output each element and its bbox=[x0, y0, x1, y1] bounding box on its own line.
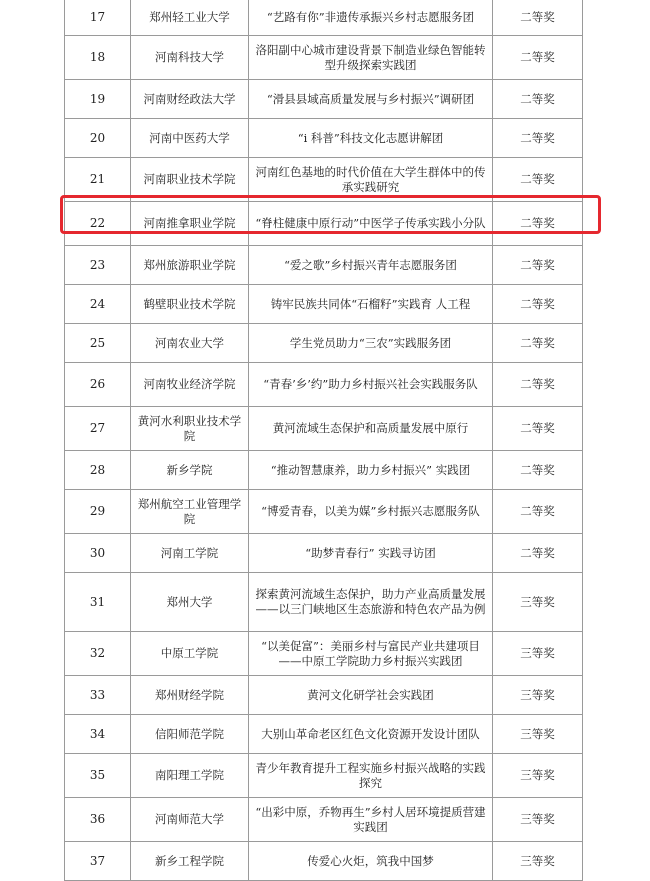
award-level: 二等奖 bbox=[493, 285, 583, 324]
row-number: 26 bbox=[65, 363, 131, 407]
table-row bbox=[65, 451, 583, 490]
school-name: 郑州大学 bbox=[131, 573, 249, 632]
school-name: 郑州旅游职业学院 bbox=[131, 246, 249, 285]
table-row bbox=[65, 754, 583, 798]
table-row bbox=[65, 119, 583, 158]
award-level: 二等奖 bbox=[493, 36, 583, 80]
team-name: 学生党员助力“三农”实践服务团 bbox=[249, 324, 493, 363]
table-row-highlighted bbox=[65, 202, 583, 246]
row-number: 37 bbox=[65, 842, 131, 881]
award-level: 二等奖 bbox=[493, 490, 583, 534]
school-name: 南阳理工学院 bbox=[131, 754, 249, 798]
table-row bbox=[65, 715, 583, 754]
award-level: 三等奖 bbox=[493, 715, 583, 754]
row-number: 29 bbox=[65, 490, 131, 534]
school-name: 鹤壁职业技术学院 bbox=[131, 285, 249, 324]
awards-table bbox=[64, 0, 583, 881]
award-level: 二等奖 bbox=[493, 246, 583, 285]
award-level: 三等奖 bbox=[493, 754, 583, 798]
award-level: 二等奖 bbox=[493, 202, 583, 246]
team-name: 黄河流域生态保护和高质量发展中原行 bbox=[249, 407, 493, 451]
row-number: 30 bbox=[65, 534, 131, 573]
team-name: “i 科普”科技文化志愿讲解团 bbox=[249, 119, 493, 158]
table-row bbox=[65, 285, 583, 324]
school-name: 郑州航空工业管理学院 bbox=[131, 490, 249, 534]
table-row bbox=[65, 80, 583, 119]
table-row bbox=[65, 573, 583, 632]
team-name: “助梦青春行” 实践寻访团 bbox=[249, 534, 493, 573]
team-name: “博爱青春，以美为媒”乡村振兴志愿服务队 bbox=[249, 490, 493, 534]
row-number: 31 bbox=[65, 573, 131, 632]
team-name: “推动智慧康养，助力乡村振兴” 实践团 bbox=[249, 451, 493, 490]
award-level: 三等奖 bbox=[493, 573, 583, 632]
team-name: 大别山革命老区红色文化资源开发设计团队 bbox=[249, 715, 493, 754]
award-level: 二等奖 bbox=[493, 158, 583, 202]
school-name: 信阳师范学院 bbox=[131, 715, 249, 754]
award-level: 二等奖 bbox=[493, 0, 583, 36]
row-number: 25 bbox=[65, 324, 131, 363]
table-row bbox=[65, 363, 583, 407]
award-level: 二等奖 bbox=[493, 407, 583, 451]
award-level: 三等奖 bbox=[493, 632, 583, 676]
team-name: 铸牢民族共同体“石榴籽”实践育 人工程 bbox=[249, 285, 493, 324]
table-row bbox=[65, 842, 583, 881]
school-name: 河南财经政法大学 bbox=[131, 80, 249, 119]
table-row bbox=[65, 158, 583, 202]
award-level: 三等奖 bbox=[493, 842, 583, 881]
team-name: 探索黄河流域生态保护，助力产业高质量发展——以三门峡地区生态旅游和特色农产品为例 bbox=[249, 573, 493, 632]
school-name: 河南科技大学 bbox=[131, 36, 249, 80]
row-number: 17 bbox=[65, 0, 131, 36]
row-number: 20 bbox=[65, 119, 131, 158]
team-name: 传爱心火炬，筑我中国梦 bbox=[249, 842, 493, 881]
school-name: 河南职业技术学院 bbox=[131, 158, 249, 202]
team-name: 河南红色基地的时代价值在大学生群体中的传承实践研究 bbox=[249, 158, 493, 202]
row-number: 24 bbox=[65, 285, 131, 324]
row-number: 28 bbox=[65, 451, 131, 490]
team-name: “艺路有你”非遗传承振兴乡村志愿服务团 bbox=[249, 0, 493, 36]
row-number: 22 bbox=[65, 202, 131, 246]
award-level: 二等奖 bbox=[493, 119, 583, 158]
row-number: 32 bbox=[65, 632, 131, 676]
school-name: 河南中医药大学 bbox=[131, 119, 249, 158]
award-level: 二等奖 bbox=[493, 363, 583, 407]
school-name: 中原工学院 bbox=[131, 632, 249, 676]
school-name: 郑州财经学院 bbox=[131, 676, 249, 715]
team-name: 洛阳副中心城市建设背景下制造业绿色智能转型升级探索实践团 bbox=[249, 36, 493, 80]
school-name: 河南师范大学 bbox=[131, 798, 249, 842]
table-row bbox=[65, 490, 583, 534]
school-name: 河南农业大学 bbox=[131, 324, 249, 363]
table-row bbox=[65, 676, 583, 715]
school-name: 郑州轻工业大学 bbox=[131, 0, 249, 36]
team-name: 黄河文化研学社会实践团 bbox=[249, 676, 493, 715]
table-row bbox=[65, 324, 583, 363]
table-row bbox=[65, 798, 583, 842]
team-name: “青春’乡’约”助力乡村振兴社会实践服务队 bbox=[249, 363, 493, 407]
row-number: 35 bbox=[65, 754, 131, 798]
row-number: 18 bbox=[65, 36, 131, 80]
school-name: 河南推拿职业学院 bbox=[131, 202, 249, 246]
team-name: “脊柱健康中原行动”中医学子传承实践小分队 bbox=[249, 202, 493, 246]
row-number: 33 bbox=[65, 676, 131, 715]
school-name: 河南牧业经济学院 bbox=[131, 363, 249, 407]
award-level: 三等奖 bbox=[493, 676, 583, 715]
award-level: 二等奖 bbox=[493, 324, 583, 363]
row-number: 36 bbox=[65, 798, 131, 842]
row-number: 19 bbox=[65, 80, 131, 119]
row-number: 21 bbox=[65, 158, 131, 202]
table-row bbox=[65, 0, 583, 36]
table-row bbox=[65, 407, 583, 451]
school-name: 河南工学院 bbox=[131, 534, 249, 573]
school-name: 新乡学院 bbox=[131, 451, 249, 490]
table-row bbox=[65, 632, 583, 676]
team-name: 青少年教育提升工程实施乡村振兴战略的实践探究 bbox=[249, 754, 493, 798]
school-name: 黄河水利职业技术学院 bbox=[131, 407, 249, 451]
row-number: 23 bbox=[65, 246, 131, 285]
team-name: “出彩中原，乔物再生”乡村人居环境提质营建实践团 bbox=[249, 798, 493, 842]
table-row bbox=[65, 534, 583, 573]
award-level: 二等奖 bbox=[493, 451, 583, 490]
row-number: 27 bbox=[65, 407, 131, 451]
table-row bbox=[65, 36, 583, 80]
award-level: 三等奖 bbox=[493, 798, 583, 842]
award-level: 二等奖 bbox=[493, 534, 583, 573]
team-name: “以美促富”：美丽乡村与富民产业共建项目——中原工学院助力乡村振兴实践团 bbox=[249, 632, 493, 676]
team-name: “爱之歌”乡村振兴青年志愿服务团 bbox=[249, 246, 493, 285]
table-row bbox=[65, 246, 583, 285]
team-name: “滑县县域高质量发展与乡村振兴”调研团 bbox=[249, 80, 493, 119]
school-name: 新乡工程学院 bbox=[131, 842, 249, 881]
row-number: 34 bbox=[65, 715, 131, 754]
award-level: 二等奖 bbox=[493, 80, 583, 119]
